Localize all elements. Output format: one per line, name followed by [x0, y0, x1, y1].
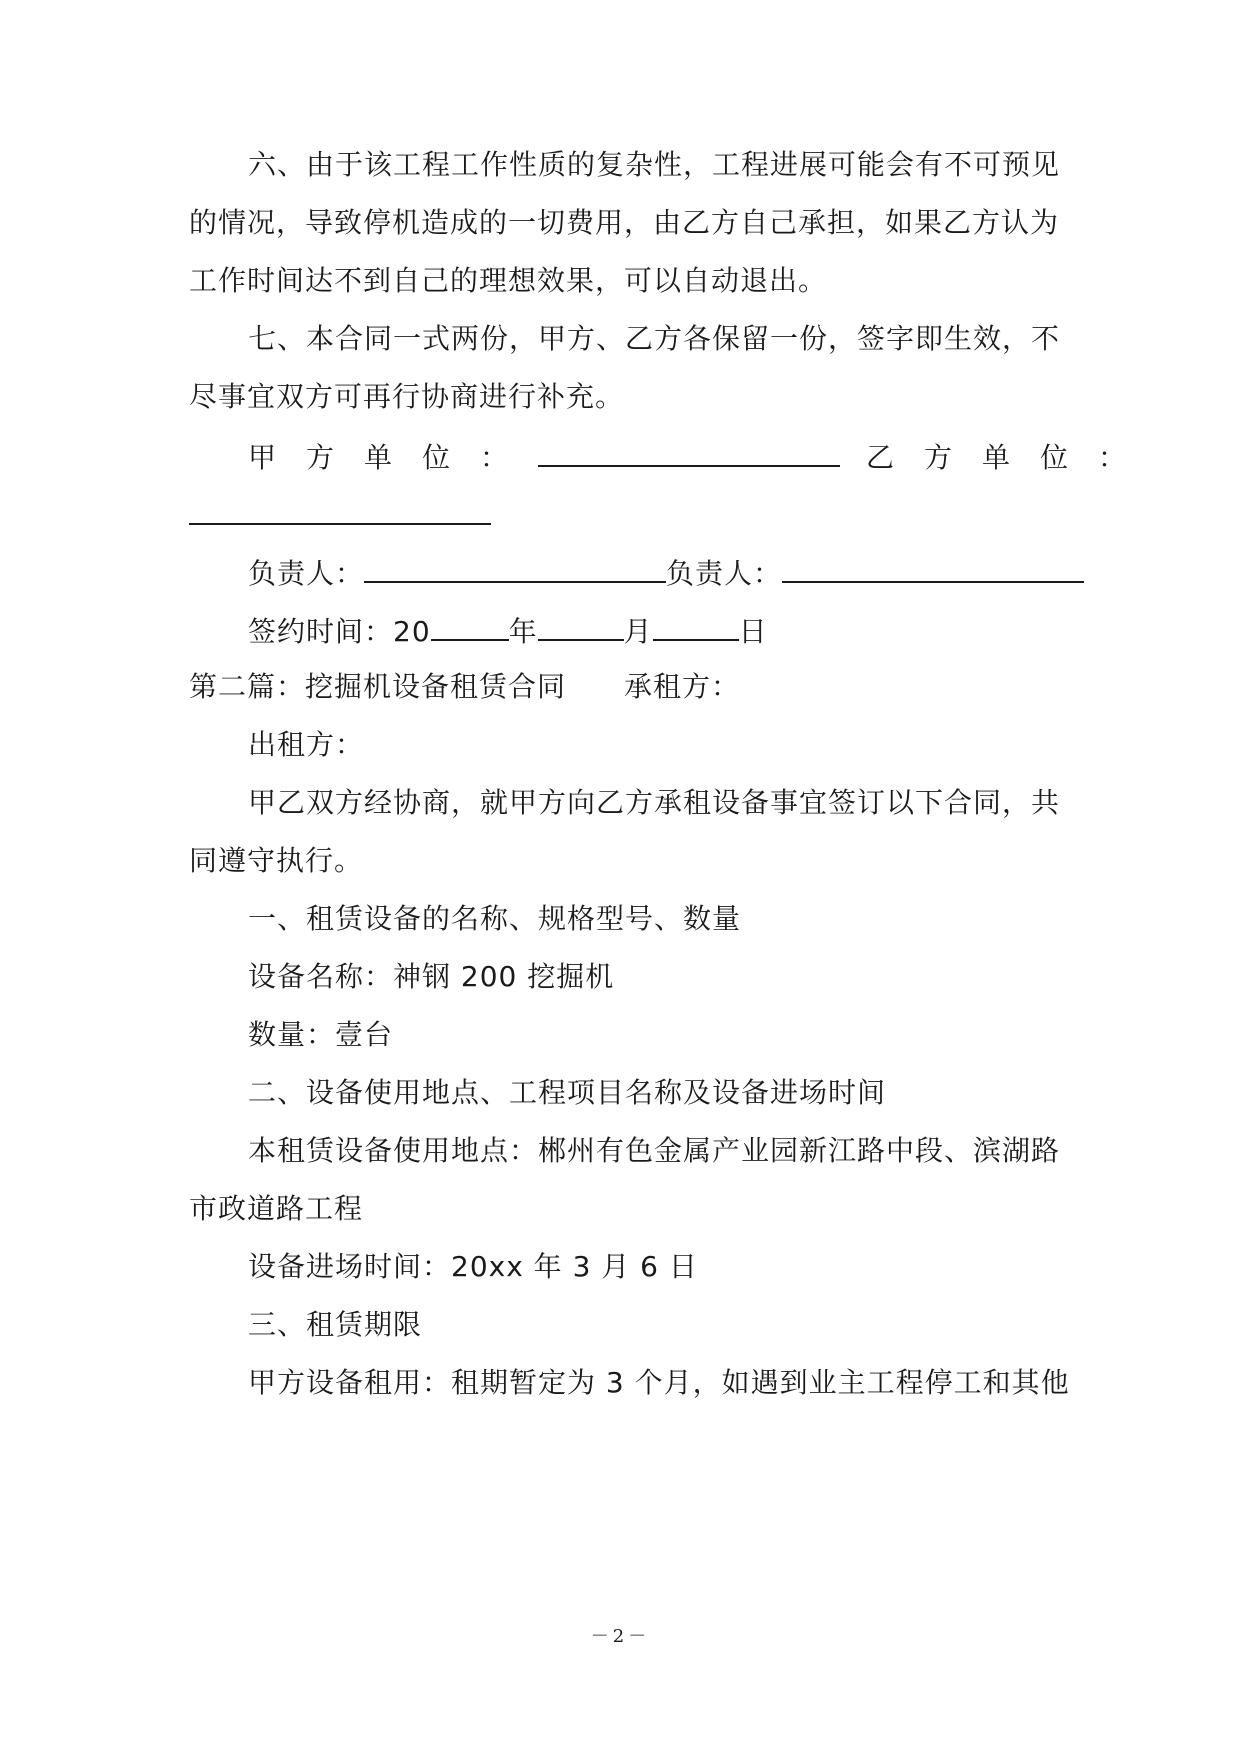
responsible-a-blank[interactable] [364, 551, 666, 583]
responsible-b-blank[interactable] [782, 551, 1084, 583]
sign-year-blank[interactable] [431, 609, 509, 641]
entry-time: 设备进场时间：20xx 年 3 月 6 日 [248, 1250, 698, 1283]
intro-line-2: 同遵守执行。 [189, 844, 364, 877]
clause-6-line-1: 六、由于该工程工作性质的复杂性，工程进展可能会有不可预见 [248, 148, 1061, 181]
party-a-unit-label: 甲方单位： [248, 441, 539, 474]
party-a-unit-blank[interactable] [538, 435, 840, 467]
page-number: －2－ [590, 1626, 651, 1647]
responsible-a-label: 负责人： [248, 557, 365, 590]
location-line-2: 市政道路工程 [189, 1192, 364, 1225]
party-b-unit-row [189, 493, 491, 536]
clause-7-line-2: 尽事宜双方可再行协商进行补充。 [189, 380, 625, 413]
party-b-unit-label: 乙方单位： [866, 441, 1157, 474]
responsible-b-label: 负责人： [666, 557, 783, 590]
day-label: 日 [738, 615, 768, 648]
lessor-label: 出租方： [248, 728, 365, 761]
clause-6-line-2: 的情况，导致停机造成的一切费用，由乙方自己承担，如果乙方认为 [189, 206, 1060, 239]
chapter-2-title: 第二篇：挖掘机设备租赁合同 [189, 670, 567, 703]
lessee-label: 承租方： [624, 670, 741, 703]
responsible-row [248, 551, 1084, 594]
sign-day-blank[interactable] [653, 609, 739, 641]
chapter-2-row [189, 667, 740, 707]
equipment-quantity: 数量：壹台 [248, 1018, 394, 1051]
rental-term-line-1: 甲方设备租用：租期暂定为 3 个月，如遇到业主工程停工和其他 [248, 1366, 1070, 1399]
clause-7-line-1: 七、本合同一式两份，甲方、乙方各保留一份，签字即生效，不 [248, 322, 1061, 355]
month-label: 月 [623, 615, 653, 648]
section-1-title: 一、租赁设备的名称、规格型号、数量 [248, 902, 742, 935]
year-label: 年 [508, 615, 538, 648]
equipment-name: 设备名称：神钢 200 挖掘机 [248, 960, 615, 993]
sign-month-blank[interactable] [538, 609, 624, 641]
clause-6-line-3: 工作时间达不到自己的理想效果，可以自动退出。 [189, 264, 828, 297]
sign-time-label: 签约时间：20 [248, 615, 431, 648]
sign-time-row [248, 609, 768, 652]
party-unit-row [248, 435, 1156, 478]
section-2-title: 二、设备使用地点、工程项目名称及设备进场时间 [248, 1076, 887, 1109]
party-b-unit-blank[interactable] [189, 493, 491, 525]
section-3-title: 三、租赁期限 [248, 1308, 423, 1341]
location-line-1: 本租赁设备使用地点：郴州有色金属产业园新江路中段、滨湖路 [248, 1134, 1061, 1167]
intro-line-1: 甲乙双方经协商，就甲方向乙方承租设备事宜签订以下合同，共 [248, 786, 1061, 819]
